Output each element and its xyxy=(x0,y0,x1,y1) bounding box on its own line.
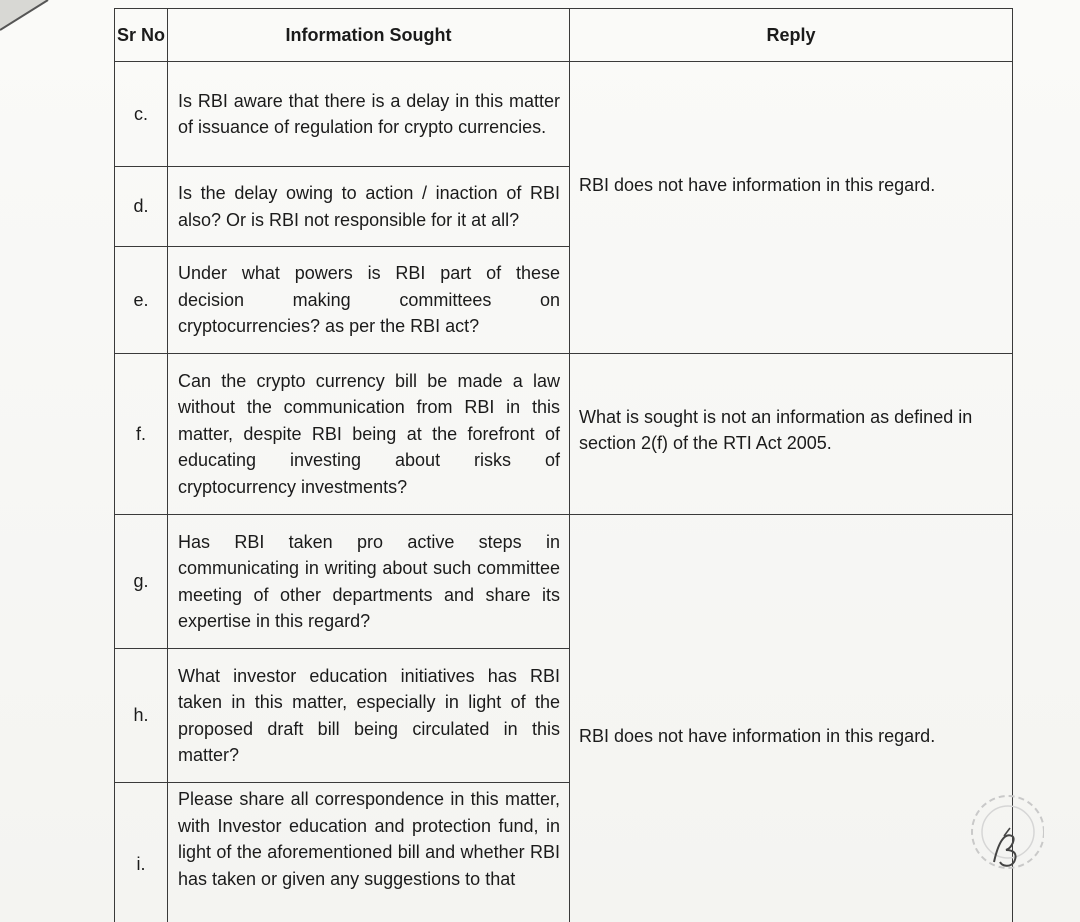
information-sought-cell: What investor education initiatives has RBI taken in this matter, especially in light of the proposed draft bill being circulated in this matter? xyxy=(168,649,570,783)
table-row xyxy=(115,515,1013,649)
information-sought-cell: Under what powers is RBI part of these decision making committees on cryptocurrencies? as per the RBI act? xyxy=(168,247,570,354)
table-header-row xyxy=(115,9,1013,62)
table-row xyxy=(115,62,1013,167)
header-information-sought: Information Sought xyxy=(168,9,570,62)
information-sought-cell: Is RBI aware that there is a delay in this matter of issuance of regulation for crypto currencies. xyxy=(168,62,570,167)
official-stamp-icon xyxy=(964,792,1044,882)
sr-no-cell: h. xyxy=(115,649,168,783)
reply-text: What is sought is not an information as defined in section 2(f) of the RTI Act 2005. xyxy=(579,406,973,453)
reply-cell xyxy=(570,354,1013,515)
sr-no-cell: f. xyxy=(115,354,168,515)
information-sought-cell: Is the delay owing to action / inaction of RBI also? Or is RBI not responsible for it at all? xyxy=(168,167,570,247)
sr-no-cell: g. xyxy=(115,515,168,649)
table-row xyxy=(115,354,1013,515)
header-reply: Reply xyxy=(570,9,1013,62)
sr-no-cell: e. xyxy=(115,247,168,354)
reply-text: RBI does not have information in this regard. xyxy=(579,175,936,196)
reply-cell xyxy=(570,62,1013,354)
sr-no-cell: d. xyxy=(115,167,168,247)
reply-cell xyxy=(570,515,1013,922)
rti-reply-table xyxy=(114,8,1013,922)
reply-text: RBI does not have information in this regard. xyxy=(579,726,936,746)
header-sr-no: Sr No xyxy=(115,9,168,62)
information-sought-cell: Please share all correspondence in this matter, with Investor education and protection fund, in light of the aforementioned bill and whether RBI has taken or given any suggestions to that xyxy=(168,783,570,922)
sr-no-cell: c. xyxy=(115,62,168,167)
sr-no-cell: i. xyxy=(115,783,168,922)
information-sought-cell: Can the crypto currency bill be made a law without the communication from RBI in this matter, despite RBI being at the forefront of educating investing about risks of cryptocurrency investments? xyxy=(168,354,570,515)
information-sought-cell: Has RBI taken pro active steps in communicating in writing about such committee meeting of other departments and share its expertise in this regard? xyxy=(168,515,570,649)
page-corner-fold xyxy=(0,0,60,40)
